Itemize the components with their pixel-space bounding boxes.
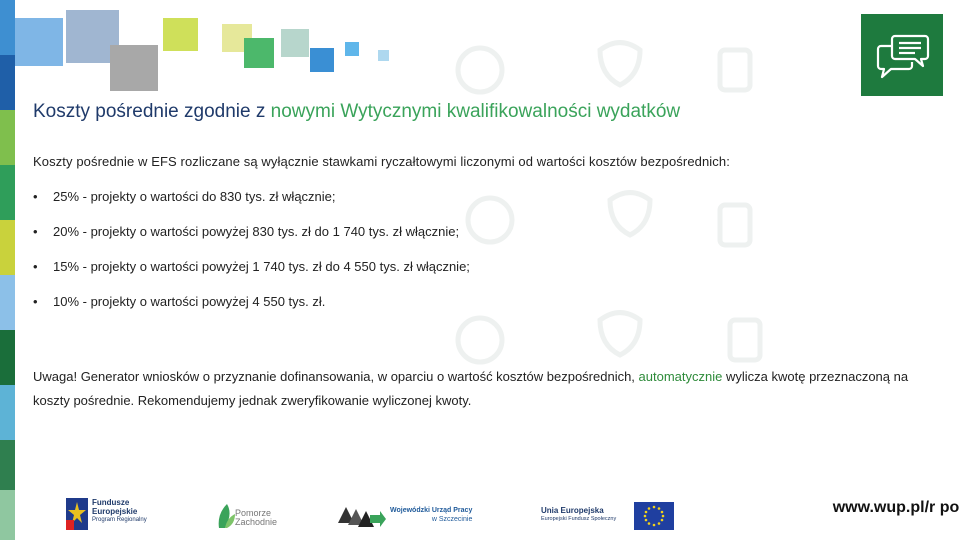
logo3-line2: w Szczecinie: [431, 516, 473, 523]
chat-icon-box: [861, 14, 943, 96]
list-item-text: 10% - projekty o wartości powyżej 4 550 tys. zł.: [53, 294, 326, 309]
title-highlight: nowymi Wytycznymi kwalifikowalności wydatków: [270, 101, 681, 122]
note-lead: Uwaga!: [33, 369, 78, 384]
list-item: [33, 224, 459, 239]
logo1-line3: Program Regionalny: [92, 517, 147, 523]
bullet-symbol: •: [33, 189, 38, 204]
note-text-1: Generator wniosków o przyznanie dofinansowania, w oparciu o wartość kosztów bezpośrednich,: [77, 369, 639, 384]
logo4-line1: Unia Europejska: [541, 506, 604, 515]
chat-bubbles-icon: [861, 14, 943, 96]
intro-text: Koszty pośrednie w EFS rozliczane są wyłącznie stawkami ryczałtowymi liczonymi od wartości kosztów bezpośrednich:: [33, 154, 730, 169]
logo3-line1: Wojewódzki Urząd Pracy: [390, 507, 473, 514]
logo1-line2: Europejskie: [92, 507, 138, 516]
logo-unia-europejska: [541, 502, 676, 532]
logo-wup-szczecin: [336, 503, 486, 531]
logo2-line1: Pomorze: [235, 508, 272, 518]
page-title: [33, 101, 680, 123]
logo2-line2: Zachodnie: [235, 517, 278, 527]
list-item-text: 15% - projekty o wartości powyżej 1 740 tys. zł do 4 550 tys. zł włącznie;: [53, 259, 470, 274]
note-paragraph: [33, 365, 933, 413]
eu-flag-icon: [634, 502, 674, 530]
bullet-symbol: •: [33, 224, 38, 239]
logo-fundusze-europejskie: [66, 496, 156, 532]
logo-pomorze-zachodnie: [215, 500, 285, 532]
website-url[interactable]: www.wup.pl/r po: [832, 499, 960, 516]
list-item-text: 25% - projekty o wartości do 830 tys. zł włącznie;: [53, 189, 336, 204]
logo4-line2: Europejski Fundusz Społeczny: [541, 516, 617, 522]
note-text-2: wylicza kwotę przeznaczoną na koszty pośrednie. Rekomendujemy jednak zweryfikowanie wyliczonej kwoty.: [33, 369, 909, 408]
logo1-line1: Fundusze: [92, 498, 130, 507]
note-highlight: automatycznie: [638, 369, 723, 384]
bullet-symbol: •: [33, 259, 38, 274]
leaf-icon: [215, 500, 237, 530]
list-item: [33, 294, 325, 309]
wup-emblem-icon: [336, 503, 386, 529]
fe-star-icon: [66, 498, 88, 530]
list-item: [33, 259, 470, 274]
left-color-stripe: [0, 0, 15, 540]
list-item-text: 20% - projekty o wartości powyżej 830 tys. zł do 1 740 tys. zł włącznie;: [53, 224, 460, 239]
bullet-symbol: •: [33, 294, 38, 309]
title-part1: Koszty pośrednie zgodnie z: [33, 101, 271, 122]
list-item: [33, 189, 336, 204]
